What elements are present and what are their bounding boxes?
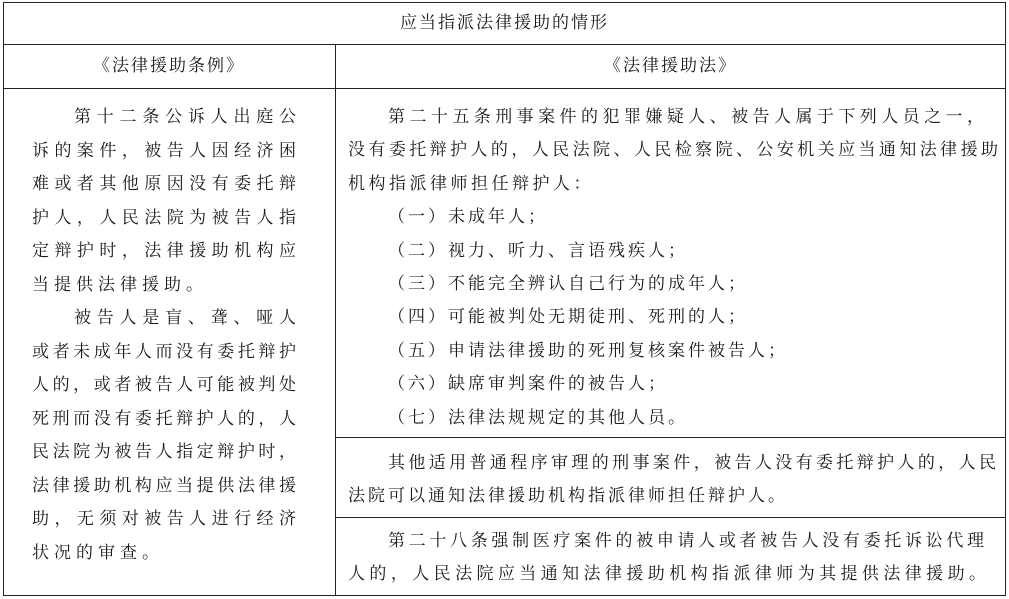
- column-header-regulation: 《法律援助条例》: [93, 56, 245, 76]
- text-line: 被告人是盲、聋、哑人: [74, 308, 296, 328]
- text-line: 人的，或者被告人可能被判处: [32, 375, 296, 395]
- row-divider: [3, 88, 1006, 89]
- row-divider: [3, 44, 1006, 45]
- text-line: 第二十八条强制医疗案件的被申请人或者被告人没有委托诉讼代理: [388, 531, 984, 551]
- column-header-law: 《法律援助法》: [604, 56, 737, 76]
- text-line: 法律援助机构应当提供法律援: [32, 475, 296, 496]
- text-line: 其他适用普通程序审理的刑事案件，被告人没有委托辩护人的，人民: [388, 453, 996, 473]
- text-line: （四）可能被判处无期徒刑、死刑的人；: [388, 307, 748, 328]
- text-line: 护人，人民法院为被告人指: [32, 207, 296, 228]
- text-line: 定辩护时，法律援助机构应: [32, 241, 296, 261]
- text-line: 没有委托辩护人的，人民法院、人民检察院、公安机关应当通知法律援助: [348, 140, 998, 161]
- text-line: （七）法律法规规定的其他人员。: [388, 407, 688, 428]
- text-line: （二）视力、听力、言语残疾人；: [388, 240, 688, 261]
- text-line: 死刑而没有委托辩护人的，人: [32, 408, 296, 429]
- column-divider: [335, 44, 336, 596]
- legal-aid-comparison-table: [3, 2, 1006, 596]
- text-line: 法院可以通知法律援助机构指派律师担任辩护人。: [348, 486, 788, 507]
- text-line: 当提供法律援助。: [32, 274, 208, 295]
- text-line: （三）不能完全辨认自己行为的成年人；: [388, 274, 748, 294]
- text-line: 状况的审查。: [32, 542, 164, 563]
- text-line: 第二十五条刑事案件的犯罪嫌疑人、被告人属于下列人员之一，: [388, 107, 984, 127]
- text-line: 难或者其他原因没有委托辩: [32, 174, 296, 194]
- text-line: （五）申请法律援助的死刑复核案件被告人；: [388, 340, 788, 361]
- text-line: 诉的案件，被告人因经济困: [32, 140, 296, 161]
- text-line: （一）未成年人；: [388, 207, 548, 228]
- row-divider: [335, 517, 1006, 518]
- table-title: 应当指派法律援助的情形: [400, 13, 609, 33]
- text-line: 人的，人民法院应当通知法律援助机构指派律师为其提供法律援助。: [348, 564, 986, 585]
- text-line: 助，无须对被告人进行经济: [32, 509, 296, 529]
- text-line: 或者未成年人而没有委托辩护: [32, 341, 296, 362]
- row-divider: [335, 437, 1006, 438]
- text-line: 机构指派律师担任辩护人：: [348, 173, 594, 194]
- text-line: 民法院为被告人指定辩护时，: [32, 442, 296, 462]
- text-line: （六）缺席审判案件的被告人；: [388, 374, 668, 395]
- text-line: 第十二条公诉人出庭公: [74, 107, 296, 127]
